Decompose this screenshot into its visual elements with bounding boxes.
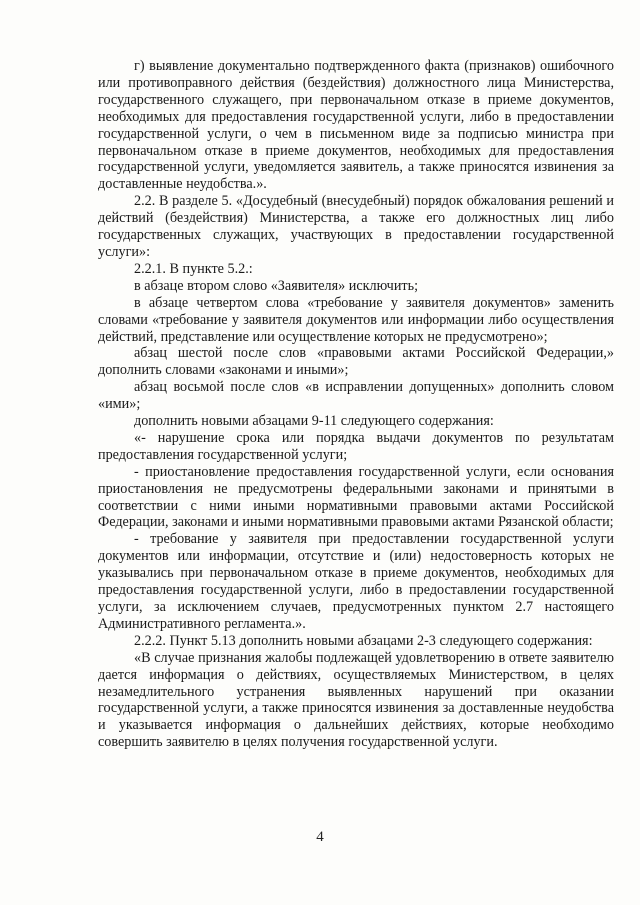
paragraph: в абзаце втором слово «Заявителя» исключить; (134, 277, 419, 294)
paragraph: абзац восьмой после слов «в исправлении допущенных» дополнить словом «ими»; (98, 379, 614, 413)
paragraph: дополнить новыми абзацами 9-11 следующего содержания: (134, 413, 494, 430)
paragraph: - приостановление предоставления государственной услуги, если основания приостановления не предусмотрены федеральными законами и принятыми в соответствии с ними иными нормативными правовыми актами Российской Федерации, законами и иными нормативными правовыми актами Рязанской области; (98, 463, 614, 531)
paragraph: в абзаце четвертом слова «требование у заявителя документов» заменить словами «требование у заявителя документов или информации либо осуществления действий, представление или осуществление которых не предусмотрено»; (98, 294, 614, 345)
paragraph: г) выявление документально подтвержденного факта (признаков) ошибочного или противоправного действия (бездействия) должностного лица Министерства, государственного служащего, при первоначальном отказе в приеме документов, необходимых для предоставления государственной услуги, либо в предоставлении государственной услуги, о чем в письменном виде за подписью министра при первоначальном отказе в приеме документов, необходимых для предоставления государственной услуги, уведомляется заявитель, а также приносятся извинения за доставленные неудобства.». (98, 58, 614, 193)
paragraph: 2.2.2. Пункт 5.13 дополнить новыми абзацами 2-3 следующего содержания: (134, 632, 593, 649)
paragraph: 2.2.1. В пункте 5.2.: (134, 260, 253, 277)
paragraph: «- нарушение срока или порядка выдачи документов по результатам предоставления государственной услуги; (98, 429, 614, 463)
paragraph: 2.2. В разделе 5. «Досудебный (внесудебный) порядок обжалования решений и действий (бездействия) Министерства, а также его должностных лиц либо государственных служащих, участвующих в предоставлении государственной услуги»: (98, 193, 614, 260)
paragraph: «В случае признания жалобы подлежащей удовлетворению в ответе заявителю дается информация о действиях, осуществляемых Министерством, в целях незамедлительного устранения выявленных нарушений при оказании государственной услуги, а также приносятся извинения за доставленные неудобства и указывается информация о дальнейших действиях, которые необходимо совершить заявителю в целях получения государственной услуги. (98, 649, 614, 751)
paragraph: - требование у заявителя при предоставлении государственной услуги документов или информации, отсутствие и (или) недостоверность которых не указывались при первоначальном отказе в приеме документов, необходимых для предоставления государственной услуги, либо в предоставлении государственной услуги, за исключением случаев, предусмотренных пунктом 2.7 настоящего Административного регламента.». (98, 531, 614, 632)
document-body (98, 58, 614, 751)
page-number: 4 (316, 829, 324, 845)
paragraph: абзац шестой после слов «правовыми актами Российской Федерации,» дополнить словами «законами и иными»; (98, 345, 614, 379)
